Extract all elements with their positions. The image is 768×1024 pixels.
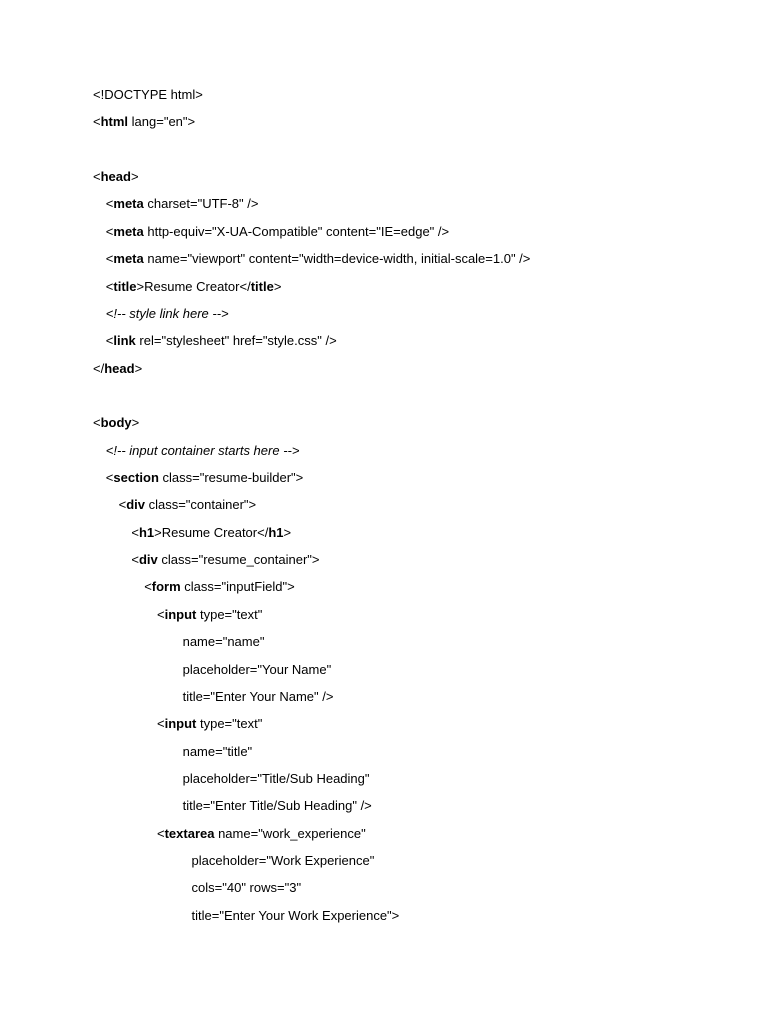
code-line [106, 470, 303, 486]
code-text: class="resume-builder"> [158, 470, 304, 486]
code-text: < [131, 524, 139, 540]
code-text: <!DOCTYPE html> [93, 87, 203, 102]
code-line [183, 634, 265, 650]
code-text: < [157, 825, 165, 841]
code-text: name="title" [182, 743, 253, 759]
code-line [106, 279, 282, 295]
code-text: </ [93, 360, 105, 376]
code-text: type="text" [196, 606, 263, 622]
code-text: < [105, 278, 114, 294]
code-line [183, 798, 372, 814]
code-line [183, 771, 370, 787]
code-text: >Resume Creator</ [154, 524, 269, 540]
code-line [106, 196, 259, 212]
tag-name: body [100, 415, 132, 431]
code-line [106, 224, 449, 240]
code-text: < [105, 251, 114, 267]
code-text: > [134, 360, 143, 376]
code-line [131, 525, 291, 541]
code-line [192, 880, 302, 896]
tag-name: link [113, 333, 136, 349]
code-text: http-equiv="X-UA-Compatible" content="IE=edge" /> [143, 223, 450, 239]
code-text: type="text" [196, 716, 263, 732]
code-text: > [130, 169, 139, 185]
tag-name: div [126, 497, 145, 513]
code-text: class="container"> [144, 497, 257, 513]
code-text: < [93, 114, 101, 130]
code-text: >Resume Creator</ [136, 278, 251, 294]
tag-name: title [250, 278, 274, 294]
code-text: lang="en"> [128, 114, 196, 130]
code-text: > [283, 524, 292, 540]
tag-name: title [113, 278, 137, 294]
code-line [119, 497, 257, 513]
code-line [106, 333, 337, 349]
code-line [131, 552, 319, 568]
code-line [157, 826, 366, 842]
code-line [144, 579, 295, 595]
tag-name: section [113, 470, 159, 486]
code-text: name="work_experience" [214, 825, 366, 841]
code-line [93, 169, 139, 185]
code-line [157, 607, 262, 623]
code-line [93, 361, 142, 377]
code-line [93, 415, 139, 431]
code-line [183, 744, 253, 760]
code-line [106, 251, 531, 267]
code-text: < [105, 333, 114, 349]
code-text: name="name" [182, 634, 265, 650]
code-text: placeholder="Your Name" [182, 661, 332, 677]
code-line [106, 443, 300, 459]
tag-name: textarea [164, 825, 215, 841]
tag-name: h1 [268, 524, 284, 540]
tag-name: input [164, 606, 197, 622]
code-text: title="Enter Your Work Experience"> [191, 907, 400, 923]
code-text: charset="UTF-8" /> [143, 196, 259, 212]
code-text: < [105, 196, 114, 212]
code-line [93, 87, 203, 103]
code-text: > [131, 415, 140, 431]
code-text: cols="40" rows="3" [191, 880, 302, 896]
code-text: < [157, 716, 165, 732]
tag-name: head [100, 169, 131, 185]
tag-name: h1 [138, 524, 155, 540]
code-line [157, 716, 262, 732]
code-text: class="resume_container"> [157, 552, 320, 568]
tag-name: form [151, 579, 181, 595]
code-line [106, 306, 229, 322]
code-text: title="Enter Title/Sub Heading" /> [182, 798, 372, 814]
code-text: class="inputField"> [180, 579, 295, 595]
code-line [183, 689, 334, 705]
code-text: < [118, 497, 127, 513]
tag-name: meta [113, 196, 144, 212]
code-text: < [93, 415, 101, 431]
code-comment: <!-- input container starts here --> [105, 442, 300, 458]
tag-name: input [164, 716, 197, 732]
code-line [192, 853, 375, 869]
tag-name: div [138, 552, 158, 568]
code-text: placeholder="Work Experience" [191, 853, 375, 869]
code-text: rel="stylesheet" href="style.css" /> [135, 333, 337, 349]
code-text: < [131, 552, 139, 568]
code-line [93, 114, 195, 130]
code-text: name="viewport" content="width=device-width, initial-scale=1.0" /> [143, 251, 531, 267]
tag-name: head [104, 360, 135, 376]
tag-name: meta [113, 251, 144, 267]
code-line [192, 908, 400, 924]
tag-name: meta [113, 223, 144, 239]
code-line [183, 662, 332, 678]
tag-name: html [100, 114, 129, 130]
code-text: placeholder="Title/Sub Heading" [182, 771, 370, 786]
code-text: < [144, 579, 152, 595]
code-text: < [105, 223, 114, 239]
code-text: > [273, 278, 282, 294]
code-text: < [93, 169, 101, 185]
code-text: < [105, 470, 114, 486]
code-text: title="Enter Your Name" /> [182, 688, 334, 704]
code-comment: <!-- style link here --> [105, 305, 229, 321]
code-text: < [157, 606, 165, 622]
